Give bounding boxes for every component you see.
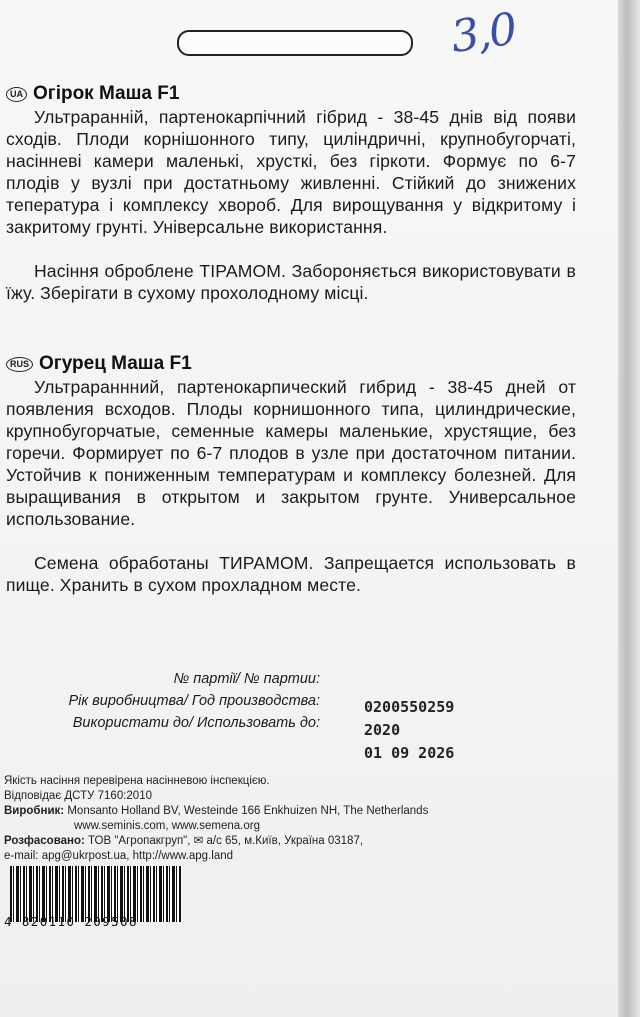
contacts-line: e-mail: apg@ukrpost.ua, http://www.apg.land xyxy=(4,850,234,862)
producer-text: Monsanto Holland BV, Westeinde 166 Enkhuizen NH, The Netherlands xyxy=(67,805,429,817)
barcode-number: 4 820110 209508 xyxy=(4,914,138,929)
ru-heading xyxy=(6,352,576,376)
ua-section xyxy=(6,82,576,304)
handwritten-note: 3,0 xyxy=(447,3,519,64)
packer-text: ТОВ "Агропакгруп", ✉ а/с 65, м.Київ, Україна 03187, xyxy=(88,835,364,847)
producer-label: Виробник: xyxy=(4,805,65,817)
batch-label: № партії/ № партии: xyxy=(173,671,320,687)
ua-description: Ультраранній, партенокарпічний гібрид - 38-45 днів від появи сходів. Плоди корнішонного типу, циліндричні, крупнобугорчаті, насінневі камери маленькі, хрусткі, без гіркоти. Формує по 6-7 плодів у вузлі при достатньому живленні. Стійкий до знижених тепература і комплексу хвороб. Для вирощування у відкритому і закритому грунті. Універсальне використання. xyxy=(6,107,576,237)
packet-edge xyxy=(618,0,640,1017)
ru-section xyxy=(6,352,576,596)
ru-storage: Семена обработаны ТИРАМОМ. Запрещается использовать в пище. Хранить в сухом прохладном месте. xyxy=(6,553,576,595)
quality-line: Якість насіння перевірена насінневою інспекцією. xyxy=(4,775,270,787)
batch-value: 0200550259 xyxy=(364,698,455,716)
producer-web: www.seminis.com, www.semena.org xyxy=(74,820,260,832)
use-by-value: 01 09 2026 xyxy=(364,744,455,762)
ua-title: Огірок Маша F1 xyxy=(33,83,180,104)
info-values xyxy=(364,696,524,765)
year-label: Рік виробництва/ Год производства: xyxy=(68,693,320,709)
producer-line xyxy=(4,804,604,819)
standard-line: Відповідає ДСТУ 7160:2010 xyxy=(4,790,152,802)
footer xyxy=(4,774,604,864)
use-by-label: Використати до/ Использовать до: xyxy=(72,715,320,731)
packer-line xyxy=(4,834,604,849)
info-labels xyxy=(20,668,320,734)
ua-storage: Насіння оброблене ТІРАМОМ. Забороняється використовувати в їжу. Зберігати в сухому прохолодному місці. xyxy=(6,261,576,303)
ru-title: Огурец Маша F1 xyxy=(39,353,192,374)
ru-description: Ультрараннний, партенокарпический гибрид - 38-45 дней от появления всходов. Плоды корнишонного типа, цилиндрические, крупнобугорчатые, семенные камеры маленькие, хрустящие, без горечи. Формирует по 6-7 плодов в узле при достаточном питании. Устойчив к пониженным температурам и комплексу болезней. Для выращивания в открытом и закрытом грунте. Универсальное использование. xyxy=(6,377,576,529)
ru-badge: RUS xyxy=(6,357,33,372)
hang-slot xyxy=(177,30,413,56)
ua-badge: UA xyxy=(6,87,27,102)
year-value: 2020 xyxy=(364,721,401,739)
packer-label: Розфасовано: xyxy=(4,835,85,847)
ua-heading xyxy=(6,82,576,106)
